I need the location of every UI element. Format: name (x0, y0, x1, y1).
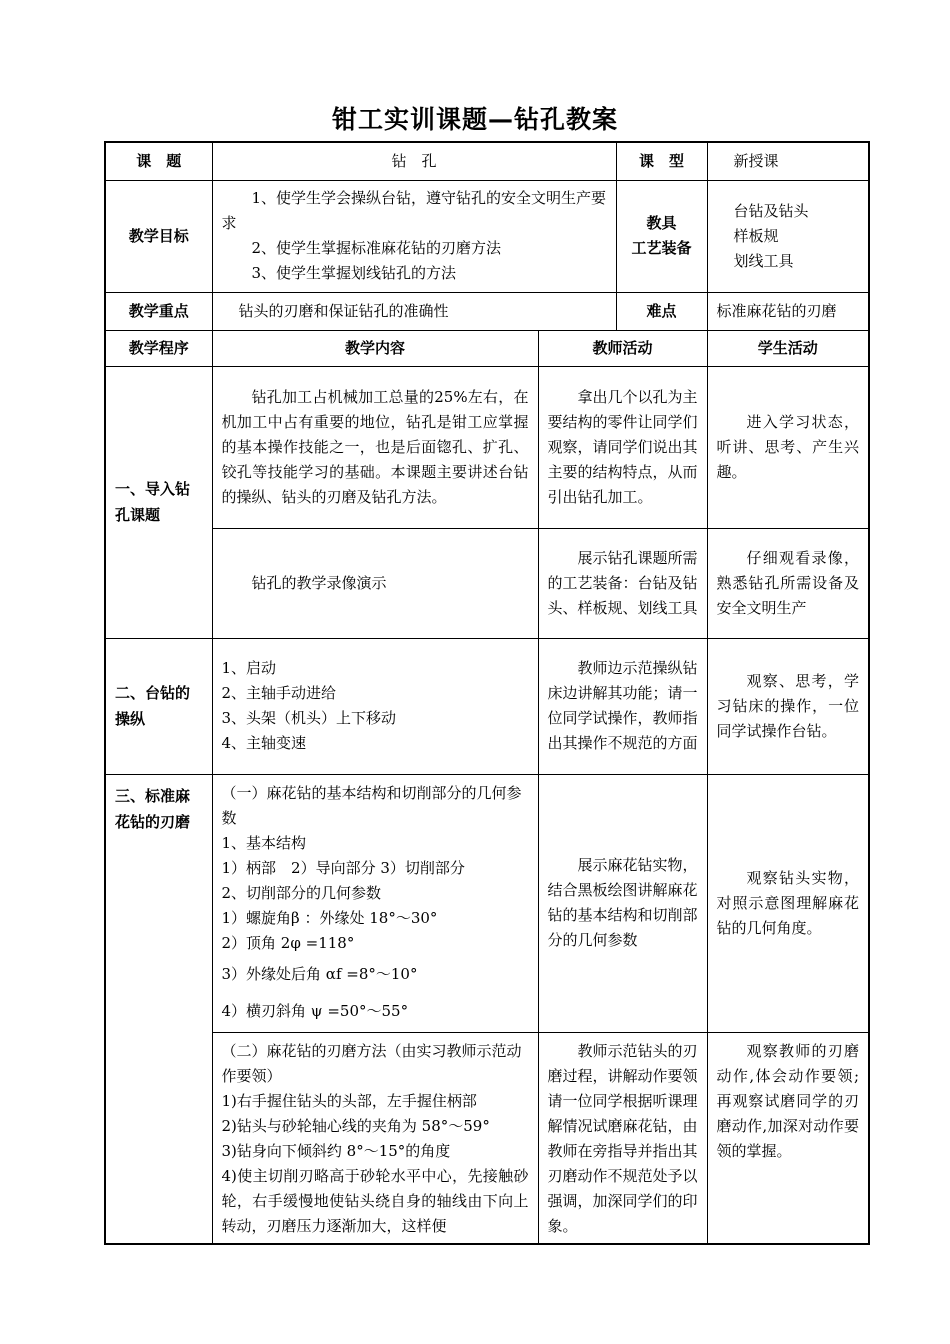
type-label: 课 型 (616, 142, 707, 180)
section3-line: （一）麻花钻的基本结构和切削部分的几何参数 (221, 783, 522, 827)
section2-student-text: 观察、思考，学习钻床的操作，一位同学试操作台钻。 (716, 671, 860, 740)
section1-teacher (538, 366, 707, 528)
section3-teacher-2 (538, 1032, 707, 1244)
section3-line: 1）螺旋角β ：外缘处 18°～30° (221, 908, 438, 927)
key-points-row (105, 292, 869, 330)
section1-student (707, 366, 869, 528)
section1-content (212, 366, 538, 528)
section2-teacher-text: 教师边示范操纵钻床边讲解其功能；请一位同学试操作，教师指出其操作不规范的方面 (547, 659, 698, 752)
section3-line: 4）横刃斜角 ψ =50°～55° (221, 1001, 409, 1020)
equipment-label (616, 180, 707, 292)
objective-item: 1、使学生学会操纵台钻，遵守钻孔的安全文明生产要求 (221, 189, 607, 232)
section3-row2 (105, 1032, 869, 1244)
topic-value: 钻 孔 (212, 142, 616, 180)
section3-line: 1）柄部 2）导向部分 3）切削部分 (221, 858, 465, 877)
section1-video-cell (212, 528, 538, 638)
section3-line: 3）外缘处后角 αf =8°～10° (221, 964, 418, 983)
section3-method-line: （二）麻花钻的刃磨方法（由实习教师示范动作要领） (221, 1041, 522, 1085)
key-points-value: 钻头的刃磨和保证钻孔的准确性 (212, 292, 616, 330)
column-student: 学生活动 (707, 330, 869, 366)
section1-teacher-text: 拿出几个以孔为主要结构的零件让同学们观察，请同学们说出其主要的结构特点，从而引出钻孔加工。 (547, 387, 698, 506)
difficulty-label: 难点 (616, 292, 707, 330)
column-header-row (105, 330, 869, 366)
section3-student-2-text: 观察教师的刃磨动作,体会动作要领;再观察试磨同学的刃磨动作,加深对动作要领的掌握。 (716, 1041, 860, 1160)
section1-label: 一、导入钻孔课题 (105, 366, 212, 638)
objectives-label: 教学目标 (105, 180, 212, 292)
section3-method-line: 2)钻头与砂轮轴心线的夹角为 58°～59° (221, 1116, 490, 1135)
section2-row (105, 638, 869, 774)
objective-item: 3、使学生掌握划线钻孔的方法 (251, 264, 457, 282)
section2-student (707, 638, 869, 774)
equipment-label-line: 工艺装备 (631, 239, 692, 257)
section2-label: 二、台钻的操纵 (105, 638, 212, 774)
section3-content (212, 774, 538, 1032)
section3-line: 1、基本结构 (221, 833, 307, 852)
section2-content (212, 638, 538, 774)
equipment-item: 划线工具 (733, 251, 794, 270)
section3-line: 2）顶角 2φ =118° (221, 933, 355, 952)
topic-label: 课 题 (105, 142, 212, 180)
section3-method (212, 1032, 538, 1244)
objective-item: 2、使学生掌握标准麻花钻的刃磨方法 (251, 239, 502, 257)
section1-paragraph: 钻孔加工占机械加工总量的25%左右，在机加工中占有重要的地位，钻孔是钳工应掌握的基本操作技能之一，也是后面锪孔、扩孔、铰孔等技能学习的基础。本课题主要讲述台钻的操纵、钻头的刃磨及钻孔方法。 (221, 387, 529, 506)
section1-teacher-2 (538, 528, 707, 638)
section1-row1 (105, 366, 869, 528)
section3-teacher (538, 774, 707, 1032)
section3-student-2 (707, 1032, 869, 1244)
objectives-row (105, 180, 869, 292)
lesson-plan-table (104, 141, 870, 1245)
column-content: 教学内容 (212, 330, 538, 366)
section1-row2 (105, 528, 869, 638)
section3-method-line: 1)右手握住钻头的头部，左手握住柄部 (221, 1091, 477, 1110)
section3-teacher-text: 展示麻花钻实物，结合黑板绘图讲解麻花钻的基本结构和切削部分的几何参数 (547, 856, 698, 949)
objectives-content (212, 180, 616, 292)
difficulty-value: 标准麻花钻的刃磨 (707, 292, 869, 330)
type-value: 新授课 (707, 142, 869, 180)
key-points-label: 教学重点 (105, 292, 212, 330)
section1-video-text: 钻孔的教学录像演示 (251, 573, 387, 592)
section2-step: 3、头架（机头）上下移动 (221, 709, 397, 727)
column-teacher: 教师活动 (538, 330, 707, 366)
section3-teacher-2-text: 教师示范钻头的刃磨过程，讲解动作要领请一位同学根据听课理解情况试磨麻花钻，由教师在旁指导并指出其刃磨动作不规范处予以强调，加深同学们的印象。 (547, 1041, 698, 1235)
section1-student-2-text: 仔细观看录像，熟悉钻孔所需设备及安全文明生产 (716, 548, 860, 617)
equipment-list (707, 180, 869, 292)
equipment-item: 样板规 (733, 226, 779, 245)
section3-method-line: 4)使主切削刃略高于砂轮水平中心，先接触砂轮，右手缓慢地使钻头绕自身的轴线由下向上转动，刃磨压力逐渐加大，这样便 (221, 1166, 529, 1235)
section1-student-text: 进入学习状态，听讲、思考、产生兴趣。 (716, 412, 860, 481)
column-procedure: 教学程序 (105, 330, 212, 366)
section1-student-2 (707, 528, 869, 638)
section3-student (707, 774, 869, 1032)
section2-step: 2、主轴手动进给 (221, 684, 337, 702)
section2-step: 4、主轴变速 (221, 734, 307, 752)
header-row (105, 142, 869, 180)
section3-line: 2、切削部分的几何参数 (221, 883, 382, 902)
section3-label: 三、标准麻花钻的刃磨 (105, 774, 212, 1244)
section2-step: 1、启动 (221, 659, 277, 677)
equipment-item: 台钻及钻头 (733, 201, 809, 220)
section1-teacher-2-text: 展示钻孔课题所需的工艺装备：台钻及钻头、样板规、划线工具 (547, 548, 698, 617)
section3-method-line: 3)钻身向下倾斜约 8°～15°的角度 (221, 1141, 451, 1160)
document-title: 钳工实训课题—钻孔教案 (331, 105, 618, 134)
section3-student-text: 观察钻头实物，对照示意图理解麻花钻的几何角度。 (716, 868, 860, 937)
section2-teacher (538, 638, 707, 774)
equipment-label-line: 教具 (646, 214, 677, 232)
section3-row1 (105, 774, 869, 1032)
